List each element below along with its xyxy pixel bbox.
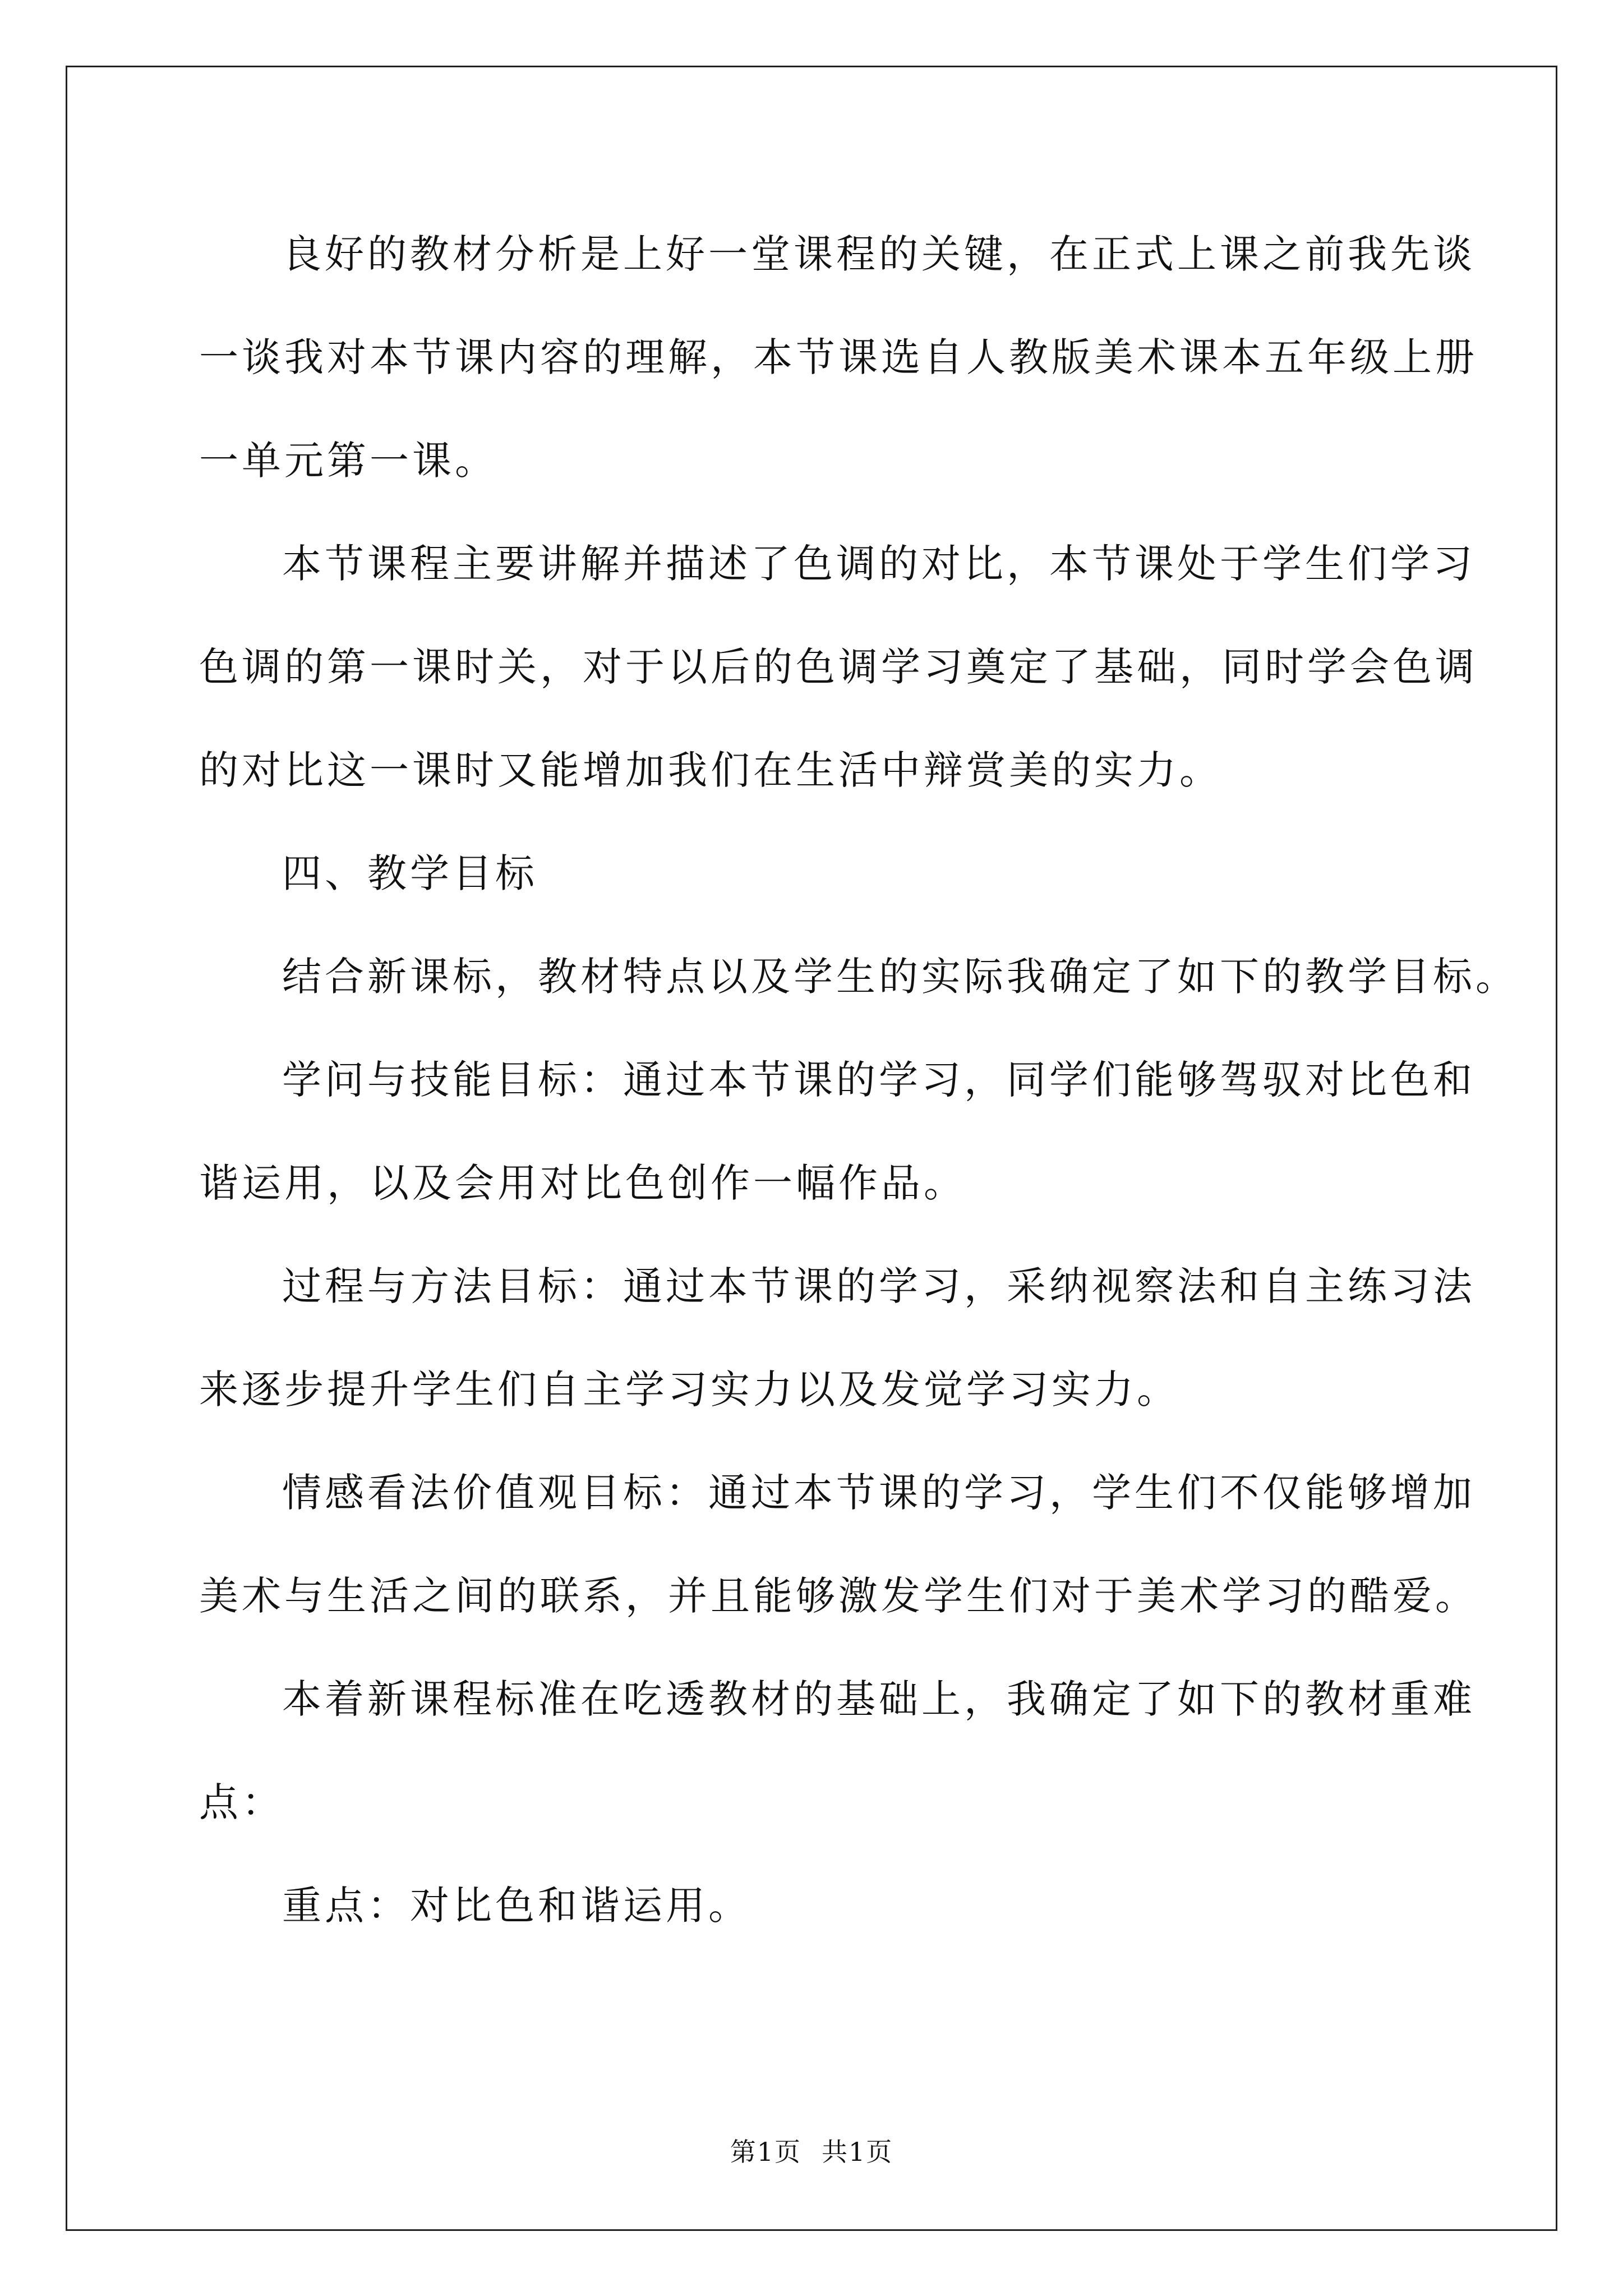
section-heading: 四、教学目标 (282, 850, 538, 896)
body-line-8: 结合新课标，教材特点以及学生的实际我确定了如下的教学目标。 (282, 954, 1518, 1000)
body-line-12: 来逐步提升学生们自主学习实力以及发觉学习实力。 (199, 1366, 1179, 1412)
body-line-6: 的对比这一课时又能增加我们在生活中辩赏美的实力。 (199, 747, 1222, 793)
body-line-4: 本节课程主要讲解并描述了色调的对比，本节课处于学生们学习 (282, 541, 1476, 587)
body-line-9: 学问与技能目标：通过本节课的学习，同学们能够驾驭对比色和 (282, 1057, 1476, 1103)
body-line-3: 一单元第一课。 (199, 438, 497, 484)
page-total: 共1页 (822, 2137, 893, 2167)
page-footer (0, 2132, 1623, 2169)
body-line-10: 谐运用，以及会用对比色创作一幅作品。 (199, 1160, 966, 1206)
body-line-2: 一谈我对本节课内容的理解，本节课选自人教版美术课本五年级上册 (199, 334, 1478, 380)
body-line-17: 重点：对比色和谐运用。 (282, 1883, 751, 1929)
body-line-11: 过程与方法目标：通过本节课的学习，采纳视察法和自主练习法 (282, 1263, 1476, 1309)
body-line-14: 美术与生活之间的联系，并且能够激发学生们对于美术学习的酷爱。 (199, 1573, 1478, 1619)
body-line-5: 色调的第一课时关，对于以后的色调学习奠定了基础，同时学会色调 (199, 644, 1478, 690)
page-number: 第1页 (730, 2137, 801, 2167)
body-line-16: 点： (199, 1779, 284, 1825)
body-line-15: 本着新课程标准在吃透教材的基础上，我确定了如下的教材重难 (282, 1676, 1476, 1722)
body-line-13: 情感看法价值观目标：通过本节课的学习，学生们不仅能够增加 (282, 1470, 1476, 1516)
body-line-1: 良好的教材分析是上好一堂课程的关键，在正式上课之前我先谈 (282, 231, 1476, 277)
